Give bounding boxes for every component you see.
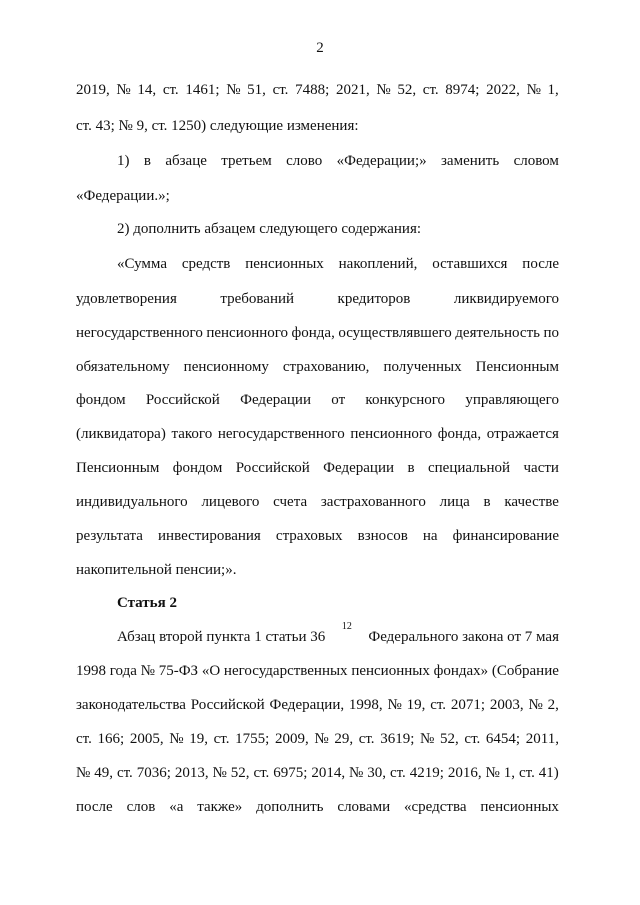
word: 1998 (76, 663, 106, 679)
word: лицевого (201, 494, 260, 510)
word: № (485, 765, 500, 781)
word: 2021, (335, 82, 370, 98)
word: специальной (427, 460, 511, 476)
word: ст. (272, 82, 289, 98)
word: «а (169, 799, 184, 815)
word: ст. (213, 731, 230, 747)
word: (Собрание (491, 663, 559, 679)
text-line-9 (76, 357, 559, 377)
word: осуществлявшего (338, 325, 452, 341)
word: № (349, 765, 364, 781)
word: после (76, 799, 113, 815)
text-line-15: накопительной пенсии;». (76, 562, 237, 578)
word: негосударственного (217, 426, 345, 442)
word: деятельность (455, 325, 540, 341)
word: 2, (547, 697, 559, 713)
word: «Федерации;» (336, 153, 427, 169)
word: ликвидируемого (453, 291, 559, 307)
word: 19, (406, 697, 426, 713)
word: отражается (486, 426, 559, 442)
word: 2071; (450, 697, 486, 713)
text-line-6 (117, 254, 559, 274)
word: ст. (253, 765, 270, 781)
word: 2022, (486, 82, 520, 98)
text-line-20 (76, 729, 559, 749)
word: 4219; (409, 765, 444, 781)
word: № (387, 697, 402, 713)
word: ст. (464, 731, 481, 747)
word: 2016, (447, 765, 482, 781)
word: по (543, 325, 559, 341)
word: фондах» (433, 663, 489, 679)
word: «средства (404, 799, 467, 815)
word: также» (197, 799, 243, 815)
text-line-1 (76, 80, 559, 100)
word: 2005, (129, 731, 164, 747)
word: от (331, 392, 346, 408)
word: ст. (116, 765, 133, 781)
word: № (528, 697, 543, 713)
word: 51, (247, 82, 266, 98)
word: № (314, 731, 329, 747)
word: года (109, 663, 137, 679)
word: после (522, 256, 559, 272)
word: фондом (172, 460, 223, 476)
word: 2009, (274, 731, 309, 747)
word: негосударственного (76, 325, 203, 341)
text-line-7 (76, 289, 559, 309)
word: застрахованного (320, 494, 426, 510)
word: ст. (358, 731, 375, 747)
text-line-14 (76, 526, 559, 546)
word: страхованию, (282, 359, 370, 375)
word: словами (337, 799, 391, 815)
text-line-18 (76, 661, 559, 681)
text-line-13 (76, 492, 559, 512)
word: словом (513, 153, 559, 169)
word: инвестирования (158, 528, 261, 544)
text-line-3 (117, 151, 559, 171)
word: пенсионных (480, 799, 559, 815)
word: ст. (76, 731, 92, 747)
text-line-5: 2) дополнить абзацем следующего содержания: (117, 221, 422, 237)
word: взносов (357, 528, 408, 544)
word: 52, (440, 731, 459, 747)
word: № (169, 731, 184, 747)
word: № (76, 765, 91, 781)
word: части (523, 460, 559, 476)
word: финансирование (452, 528, 559, 544)
word: пенсионных (245, 256, 324, 272)
word: 2014, (311, 765, 346, 781)
word: № (526, 82, 541, 98)
word: 75-ФЗ (158, 663, 199, 679)
word: пенсионного (206, 325, 289, 341)
word: в (407, 460, 415, 476)
word: 1, (503, 765, 516, 781)
word: № (212, 765, 227, 781)
word: пенсионных (351, 663, 430, 679)
word: оставшихся (432, 256, 508, 272)
text-line-19 (76, 695, 559, 715)
word: на (422, 528, 438, 544)
word: лица (439, 494, 470, 510)
word: законодательства (76, 697, 186, 713)
word: конкурсного (365, 392, 446, 408)
word: № (116, 82, 131, 98)
text-line-11 (76, 424, 559, 444)
word: 1998, (348, 697, 383, 713)
text-line-12 (76, 458, 559, 478)
word: 19, (189, 731, 208, 747)
word: Пенсионным (76, 460, 160, 476)
word: полученных (383, 359, 462, 375)
word: третьем (221, 153, 272, 169)
word: Российской (145, 392, 220, 408)
word: «О (201, 663, 221, 679)
word: 2013, (174, 765, 209, 781)
article-heading: Статья 2 (117, 595, 177, 611)
text-line-17-part-2: Федерального закона от 7 мая (368, 629, 559, 645)
word: 6454; (485, 731, 521, 747)
word: слов (126, 799, 156, 815)
word: слово (286, 153, 323, 169)
word: (ликвидатора) (76, 426, 166, 442)
word: в (483, 494, 491, 510)
word: 1755; (235, 731, 270, 747)
text-line-8 (76, 323, 559, 343)
word: счета (273, 494, 308, 510)
word: такого (171, 426, 213, 442)
word: управляющего (465, 392, 559, 408)
word: «Сумма (117, 256, 167, 272)
text-line-17 (117, 621, 559, 647)
word: в (143, 153, 151, 169)
word: 166; (97, 731, 125, 747)
word: ст. (518, 765, 535, 781)
text-line-22 (76, 797, 559, 817)
word: накоплений, (338, 256, 418, 272)
word: обязательному (76, 359, 170, 375)
word: негосударственных (223, 663, 348, 679)
word: 2011, (525, 731, 559, 747)
word: 1, (547, 82, 559, 98)
word: дополнить (256, 799, 324, 815)
page-number: 2 (316, 40, 324, 56)
word: фондом (76, 392, 126, 408)
text-line-2: ст. 43; № 9, ст. 1250) следующие изменения: (76, 118, 359, 134)
word: ст. (422, 82, 439, 98)
word: 1461; (185, 82, 220, 98)
word: пенсионному (183, 359, 269, 375)
word: 7488; (295, 82, 330, 98)
word: 41) (538, 765, 559, 781)
word: 52, (397, 82, 417, 98)
word: Федерации (323, 460, 395, 476)
word: 2019, (76, 82, 110, 98)
word: 8974; (445, 82, 480, 98)
word: Российской (190, 697, 265, 713)
text-line-4: «Федерации.»; (76, 188, 170, 204)
text-line-21 (76, 763, 559, 783)
word: требований (220, 291, 295, 307)
superscript-12: 12 (341, 621, 352, 632)
word: страховых (275, 528, 343, 544)
word: ст. (389, 765, 406, 781)
word: 30, (367, 765, 387, 781)
word: удовлетворения (76, 291, 177, 307)
word: абзаце (165, 153, 207, 169)
word: Федерации (240, 392, 311, 408)
word: 1) (117, 153, 130, 169)
word: качестве (504, 494, 559, 510)
word: ст. (430, 697, 447, 713)
text-line-10 (76, 390, 559, 410)
word: 2003, (489, 697, 524, 713)
word: заменить (441, 153, 500, 169)
word: средств (181, 256, 231, 272)
word: Пенсионным (475, 359, 559, 375)
word: № (226, 82, 241, 98)
word: 3619; (380, 731, 415, 747)
word: 52, (230, 765, 250, 781)
word: № (376, 82, 391, 98)
word: № (420, 731, 435, 747)
word: результата (76, 528, 143, 544)
word: № (140, 663, 155, 679)
word: кредиторов (337, 291, 411, 307)
word: 29, (334, 731, 354, 747)
word: ст. (162, 82, 179, 98)
text-line-17-part-1: Абзац второй пункта 1 статьи 36 (117, 629, 326, 645)
word: 49, (94, 765, 113, 781)
word: фонда, (437, 426, 482, 442)
word: 14, (137, 82, 157, 98)
word: пенсионного (350, 426, 433, 442)
word: индивидуального (76, 494, 188, 510)
word: Федерации, (269, 697, 345, 713)
word: фонда, (291, 325, 335, 341)
word: 7036; (136, 765, 171, 781)
word: 6975; (273, 765, 308, 781)
word: Российской (235, 460, 310, 476)
